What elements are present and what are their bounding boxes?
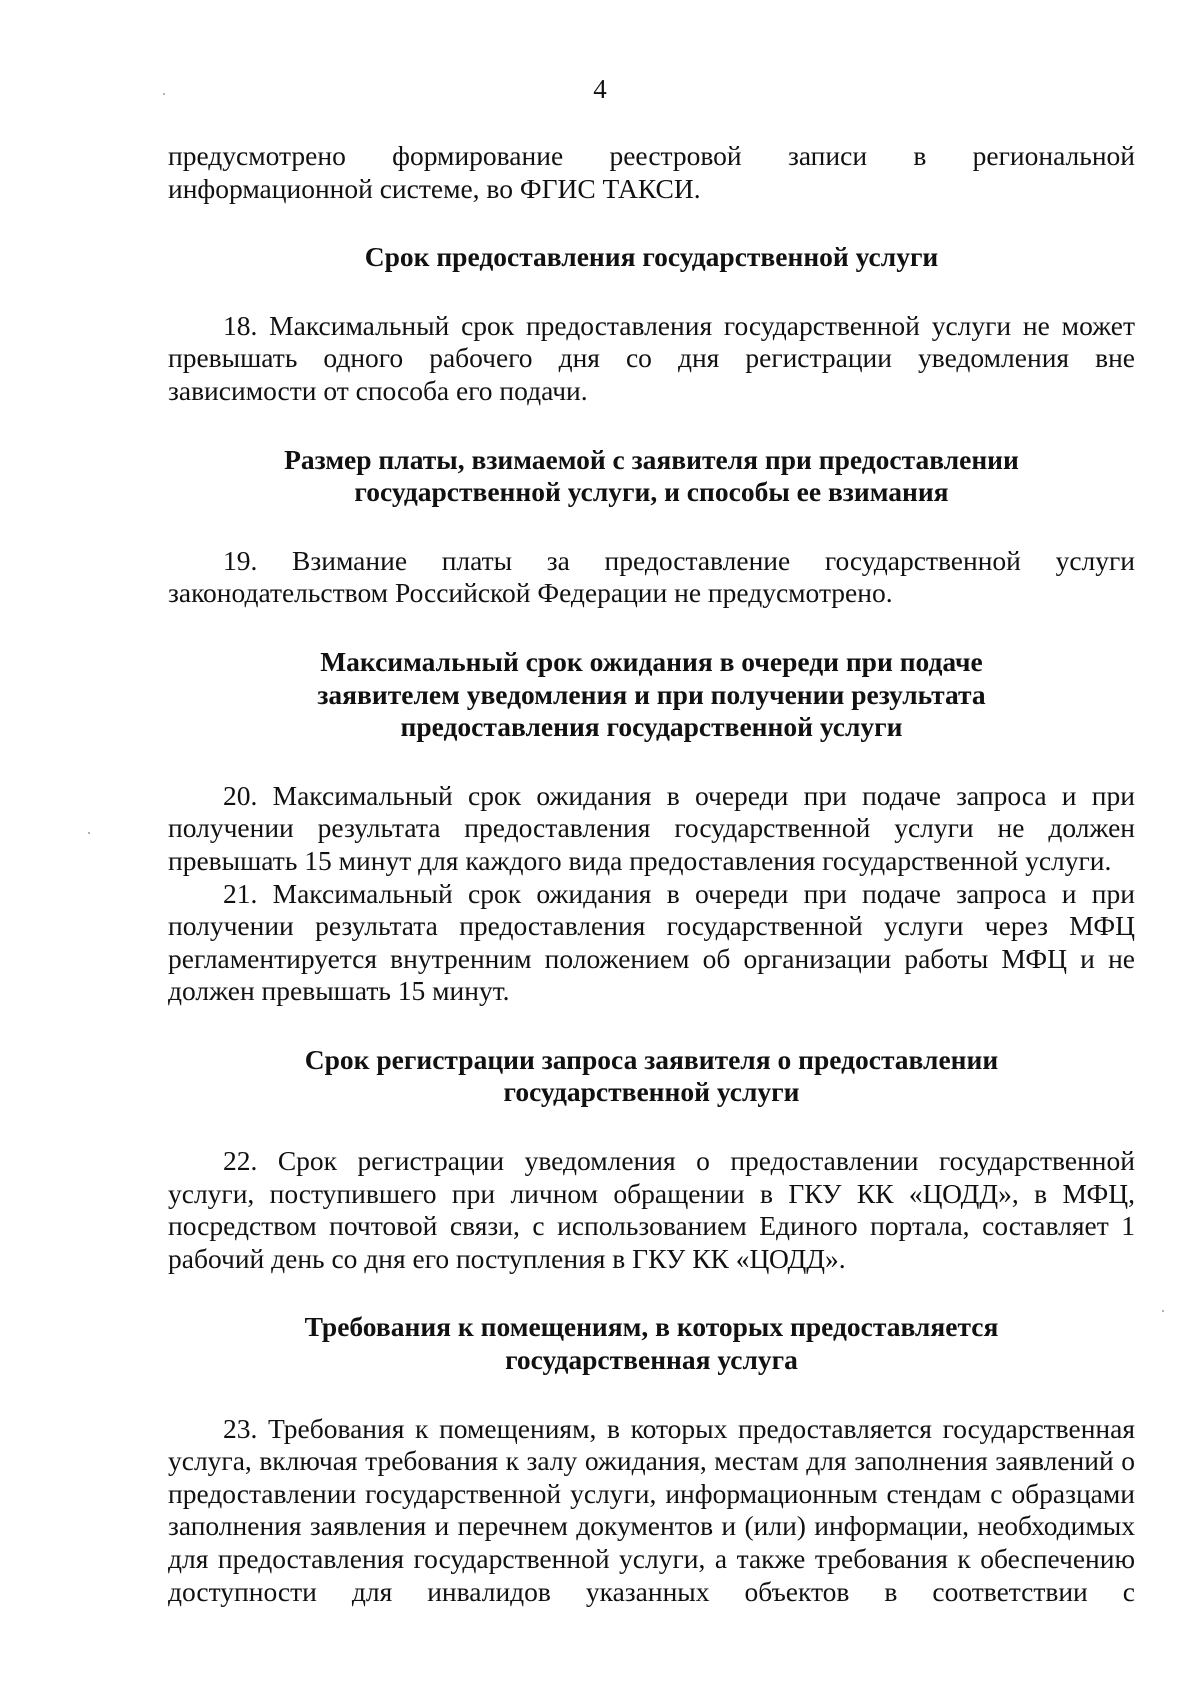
page-number: 4 [593, 74, 607, 104]
heading-service-term: Срок предоставления государственной услуги [364, 241, 939, 273]
paragraph-intro: предусмотрено формирование реестровой записи в региональной информационной системе, во ФГИС ТАКСИ. [168, 140, 1135, 204]
heading-premises: Требования к помещениям, в которых предоставляется государственная услуга [304, 1311, 999, 1376]
document-body [168, 140, 1135, 1608]
paragraph-23: 23. Требования к помещениям, в которых предоставляется государственная услуга, включая требования к залу ожидания, местам для заполнения заявлений о предоставлении государственной услуги, информационным стендам с образцами заполнения заявления и перечнем документов и (или) информации, необходимых для предоставления государственной услуги, а также требования к обеспечению доступности для инвалидов указанных объектов в соответствии с [168, 1412, 1135, 1607]
scan-speck [163, 93, 165, 95]
heading-registration-term: Срок регистрации запроса заявителя о предоставлении государственной услуги [304, 1043, 999, 1108]
paragraph-20: 20. Максимальный срок ожидания в очереди при подаче запроса и при получении результата предоставления государственной услуги не должен превышать 15 минут для каждого вида предоставления государственной услуги. [168, 779, 1135, 876]
paragraph-21: 21. Максимальный срок ожидания в очереди при подаче запроса и при получении результата предоставления государственной услуги через МФЦ регламентируется внутренним положением об организации работы МФЦ и не должен превышать 15 минут. [168, 877, 1135, 1007]
scan-speck [88, 832, 90, 834]
paragraph-18: 18. Максимальный срок предоставления государственной услуги не может превышать одного рабочего дня со дня регистрации уведомления вне зависимости от способа его подачи. [168, 309, 1135, 406]
scan-speck [1162, 1310, 1164, 1312]
heading-fee: Размер платы, взимаемой с заявителя при предоставлении государственной услуги, и способы ее взимания [284, 443, 1019, 508]
heading-queue-time: Максимальный срок ожидания в очереди при подаче заявителем уведомления и при получении результата предоставления государственной услуги [317, 645, 986, 743]
paragraph-22: 22. Срок регистрации уведомления о предоставлении государственной услуги, поступившего при личном обращении в ГКУ КК «ЦОДД», в МФЦ, посредством почтовой связи, с использованием Единого портала, составляет 1 рабочий день со дня его поступления в ГКУ КК «ЦОДД». [168, 1145, 1135, 1274]
paragraph-19: 19. Взимание платы за предоставление государственной услуги законодательством Российской Федерации не предусмотрено. [168, 544, 1135, 609]
